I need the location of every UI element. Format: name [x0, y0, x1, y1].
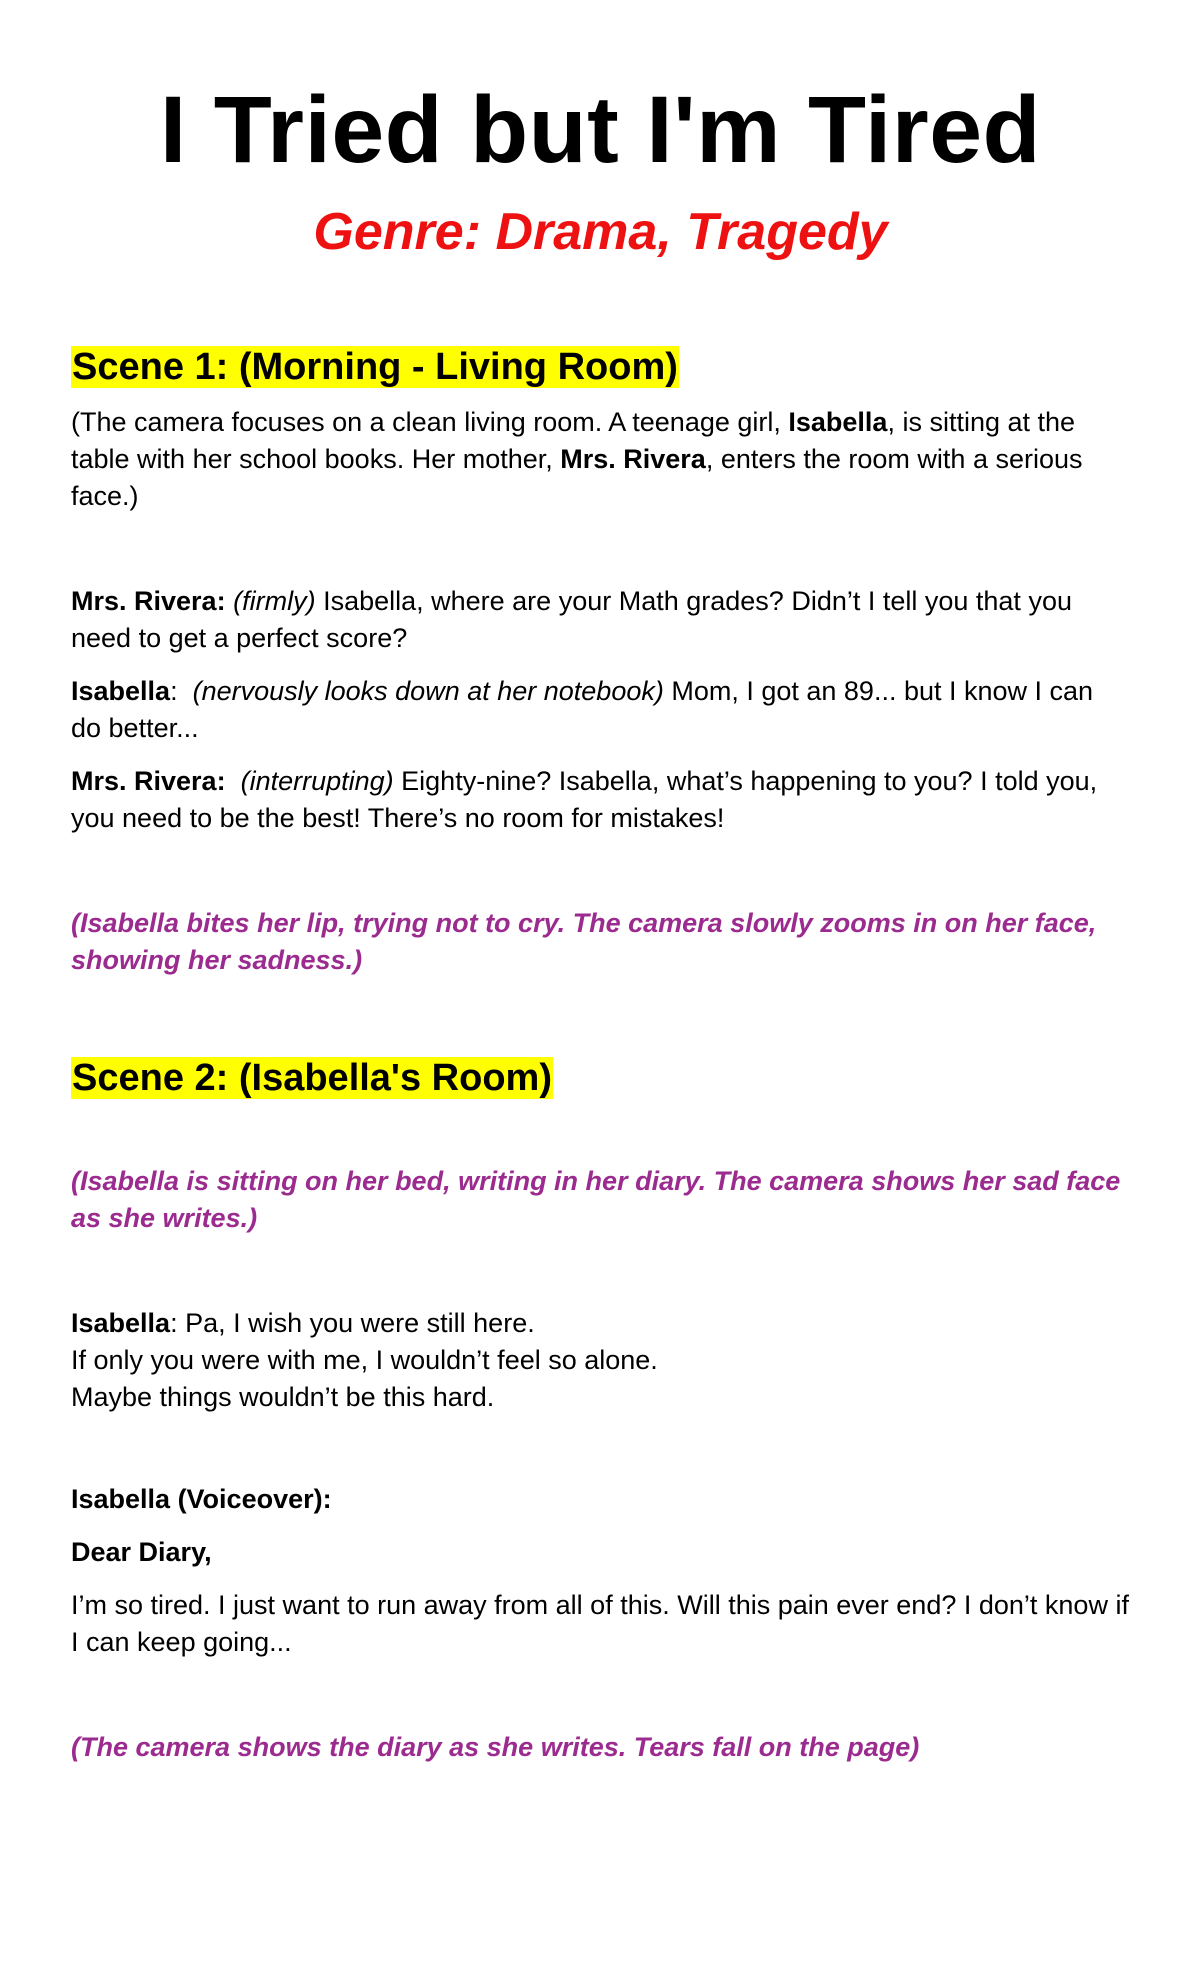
- stage-direction: (Isabella bites her lip, trying not to cry. The camera slowly zooms in on her face, showing her sadness.): [71, 908, 1097, 975]
- monologue: Isabella: Pa, I wish you were still here. If only you were with me, I wouldn’t feel so alone. Maybe things wouldn’t be this hard.: [71, 1308, 658, 1412]
- dialogue-text: Eighty-nine? Isabella, what’s happening to you? I told you, you need to be the best! There’s no room for mistakes!: [71, 766, 1098, 833]
- speaker-name: Mrs. Rivera:: [71, 586, 226, 616]
- stage-parenthetical: (interrupting): [240, 766, 394, 796]
- diary-text: I’m so tired. I just want to run away from all of this. Will this pain ever end? I don’t know if I can keep going...: [71, 1590, 1129, 1657]
- stage-direction: (The camera shows the diary as she writes. Tears fall on the page): [71, 1732, 920, 1762]
- dialogue-text: Isabella, where are your Math grades? Didn’t I tell you that you need to get a perfect score?: [71, 586, 1072, 653]
- scene-2-heading: [71, 1055, 1130, 1101]
- character-name-isabella: Isabella: [788, 407, 888, 437]
- character-name-mrs-rivera: Mrs. Rivera: [560, 444, 706, 474]
- dialogue-line: Isabella: (nervously looks down at her notebook) Mom, I got an 89... but I know I can do better...: [71, 676, 1094, 743]
- dialogue-line: [71, 763, 1130, 837]
- stage-parenthetical: (nervously looks down at her notebook): [192, 676, 664, 706]
- stage-parenthetical: (firmly): [233, 586, 316, 616]
- document-title: I Tried but I'm Tired: [159, 77, 1042, 183]
- scene-1-heading-text: Scene 1: (Morning - Living Room): [72, 346, 678, 388]
- speaker-name: Isabella: [71, 676, 171, 706]
- dialogue-text: Mom, I got an 89... but I know I can do better...: [71, 676, 1094, 743]
- scene-1-heading: [71, 344, 1130, 390]
- voiceover-label: Isabella (Voiceover):: [71, 1484, 332, 1514]
- scene-2-heading-text: Scene 2: (Isabella's Room): [72, 1057, 552, 1099]
- speaker-name: Mrs. Rivera:: [71, 766, 226, 796]
- diary-salutation: Dear Diary,: [71, 1537, 212, 1567]
- genre-subtitle: Genre: Drama, Tragedy: [313, 203, 888, 261]
- scene-1-intro: (The camera focuses on a clean living room. A teenage girl, Isabella, is sitting at the table with her school books. Her mother, Mrs. Rivera, enters the room with a serious face.): [71, 407, 1083, 511]
- speaker-name: Isabella: [71, 1308, 171, 1338]
- dialogue-line: [71, 583, 1130, 657]
- stage-direction: (Isabella is sitting on her bed, writing in her diary. The camera shows her sad face as she writes.): [71, 1166, 1121, 1233]
